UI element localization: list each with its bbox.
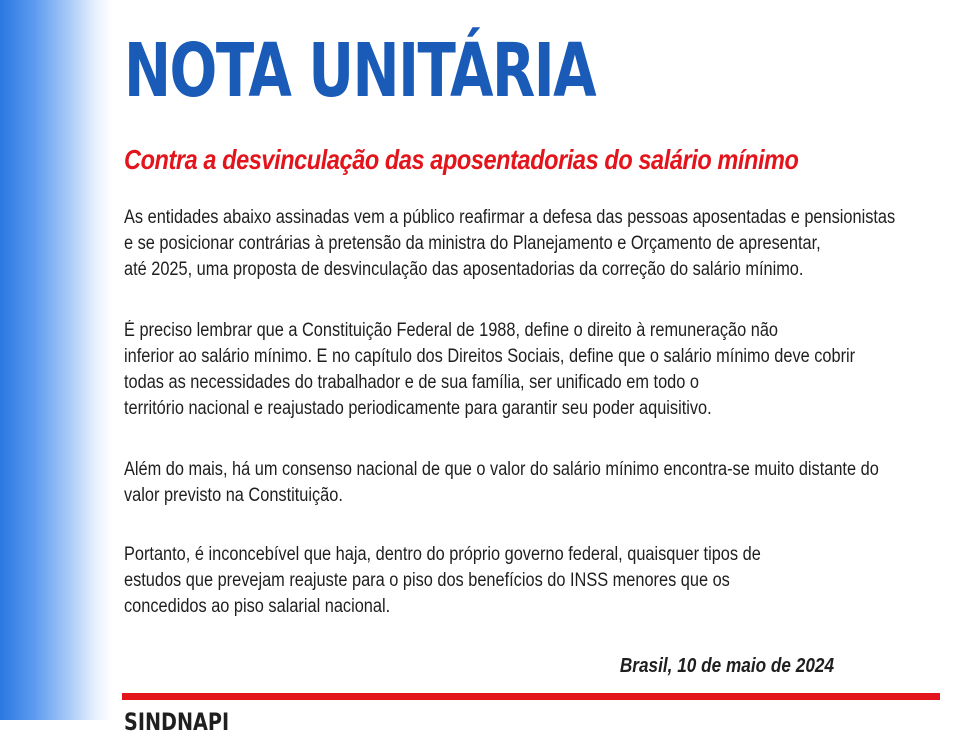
paragraph-line: As entidades abaixo assinadas vem a público reafirmar a defesa das pessoas aposentadas e pensionistas <box>124 207 896 228</box>
paragraph-line: concedidos ao piso salarial nacional. <box>124 596 391 617</box>
paragraph-line: estudos que prevejam reajuste para o piso dos benefícios do INSS menores que os <box>124 570 730 591</box>
document-title: NOTA UNITÁRIA <box>124 28 596 114</box>
paragraph-line: valor previsto na Constituição. <box>124 485 343 506</box>
red-divider <box>122 693 940 700</box>
paragraph-line: Além do mais, há um consenso nacional de que o valor do salário mínimo encontra-se muito distante do <box>124 459 879 480</box>
paragraph-line: inferior ao salário mínimo. E no capítulo dos Direitos Sociais, define que o salário mínimo deve cobrir <box>124 346 856 367</box>
document-subtitle: Contra a desvinculação das aposentadorias do salário mínimo <box>124 144 799 175</box>
paragraph-line: até 2025, uma proposta de desvinculação das aposentadorias da correção do salário mínimo. <box>124 259 804 280</box>
signature-entity-cut: SINDNAPI <box>124 708 230 736</box>
paragraph-3 <box>124 457 879 509</box>
paragraph-line: todas as necessidades do trabalhador e de sua família, ser unificado em todo o <box>124 372 699 393</box>
document-date: Brasil, 10 de maio de 2024 <box>619 655 834 677</box>
paragraph-line: território nacional e reajustado periodicamente para garantir seu poder aquisitivo. <box>124 398 712 419</box>
paragraph-line: Portanto, é inconcebível que haja, dentro do próprio governo federal, quaisquer tipos de <box>124 544 761 565</box>
paragraph-1 <box>124 205 895 283</box>
paragraph-line: É preciso lembrar que a Constituição Federal de 1988, define o direito à remuneração não <box>124 320 779 341</box>
paragraph-line: e se posicionar contrárias à pretensão da ministra do Planejamento e Orçamento de apresentar, <box>124 233 821 254</box>
paragraph-4 <box>124 542 761 620</box>
side-gradient-decoration <box>0 0 112 720</box>
paragraph-2 <box>124 318 855 422</box>
